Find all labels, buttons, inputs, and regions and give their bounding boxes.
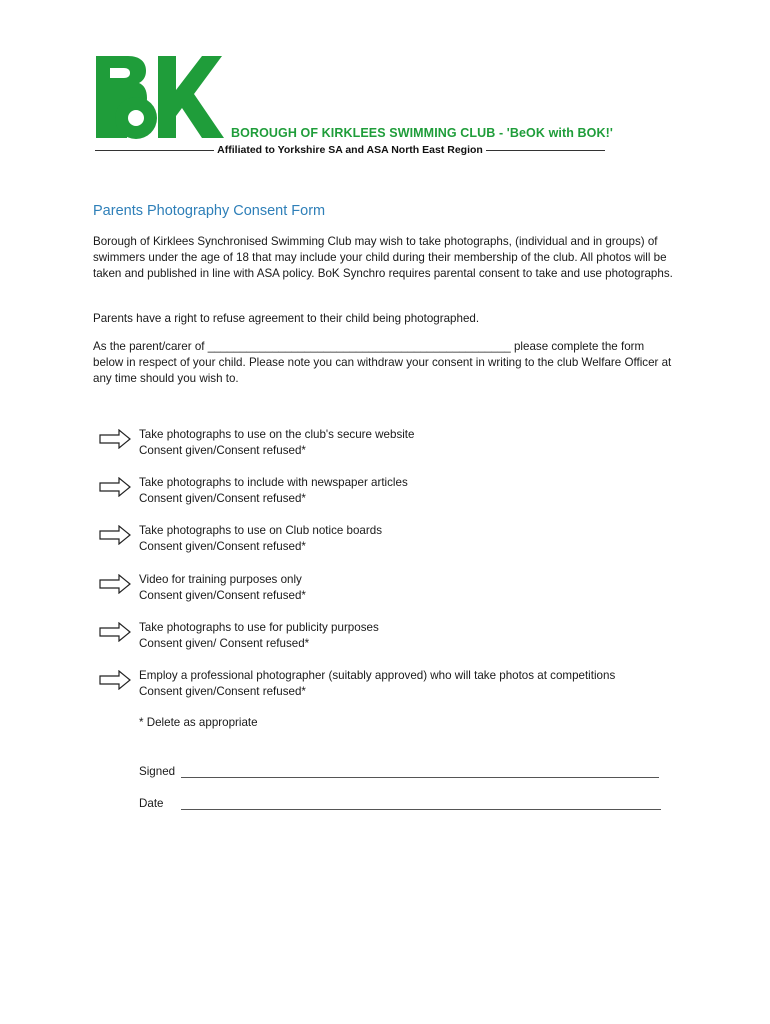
consent-options[interactable]: Consent given/Consent refused* — [139, 685, 306, 698]
consent-options[interactable]: Consent given/Consent refused* — [139, 540, 306, 553]
bok-logo — [94, 54, 226, 140]
consent-options[interactable]: Consent given/Consent refused* — [139, 589, 306, 602]
arrow-right-outline-icon — [99, 622, 131, 642]
affiliation-row — [95, 143, 605, 157]
intro-paragraph: Borough of Kirklees Synchronised Swimming Club may wish to take photographs, (individual and in groups) of swimmers under the age of 18 that may include your child during their membership of the club. All photos will be taken and published in line with ASA policy. BoK Synchro requires parental consent to take and use photographs. — [93, 235, 673, 281]
arrow-right-outline-icon — [99, 670, 131, 690]
arrow-right-outline-icon — [99, 574, 131, 594]
consent-item-video-training — [99, 572, 699, 606]
consent-purpose: Take photographs to use on Club notice boards — [139, 524, 382, 537]
date-field[interactable] — [181, 799, 661, 810]
rights-paragraph: Parents have a right to refuse agreement to their child being photographed. — [93, 312, 480, 325]
arrow-right-outline-icon — [99, 429, 131, 449]
arrow-right-outline-icon — [99, 477, 131, 497]
consent-item-newspaper — [99, 475, 699, 509]
consent-item-notice-boards — [99, 523, 699, 557]
consent-purpose: Video for training purposes only — [139, 573, 302, 586]
consent-options[interactable]: Consent given/Consent refused* — [139, 444, 306, 457]
consent-purpose: Take photographs to include with newspaper articles — [139, 476, 408, 489]
club-name: BOROUGH OF KIRKLEES SWIMMING CLUB - 'BeOK with BOK!' — [231, 126, 613, 140]
signed-label: Signed — [139, 765, 176, 778]
consent-purpose: Take photographs to use on the club's secure website — [139, 428, 415, 441]
date-label: Date — [139, 797, 164, 810]
divider-right — [486, 150, 605, 151]
form-title: Parents Photography Consent Form — [93, 203, 326, 219]
consent-purpose: Employ a professional photographer (suitably approved) who will take photos at competitions — [139, 669, 616, 682]
delete-note: * Delete as appropriate — [139, 716, 258, 729]
arrow-right-outline-icon — [99, 525, 131, 545]
date-row — [139, 797, 661, 810]
consent-options[interactable]: Consent given/ Consent refused* — [139, 637, 310, 650]
consent-item-publicity — [99, 620, 699, 654]
divider-left — [95, 150, 214, 151]
parent-statement-paragraph: As the parent/carer of _______________________________________________ please complete the form below in respect of your child. Please note you can withdraw your consent in writing to the club Welfare Officer at any time should you wish to. — [93, 340, 672, 386]
affiliation-text: Affiliated to Yorkshire SA and ASA North East Region — [217, 144, 483, 156]
consent-purpose: Take photographs to use for publicity purposes — [139, 621, 379, 634]
signature-row — [139, 765, 659, 778]
consent-item-website — [99, 427, 699, 461]
consent-options[interactable]: Consent given/Consent refused* — [139, 492, 306, 505]
consent-item-professional-photographer — [99, 668, 699, 702]
signature-field[interactable] — [181, 767, 659, 778]
